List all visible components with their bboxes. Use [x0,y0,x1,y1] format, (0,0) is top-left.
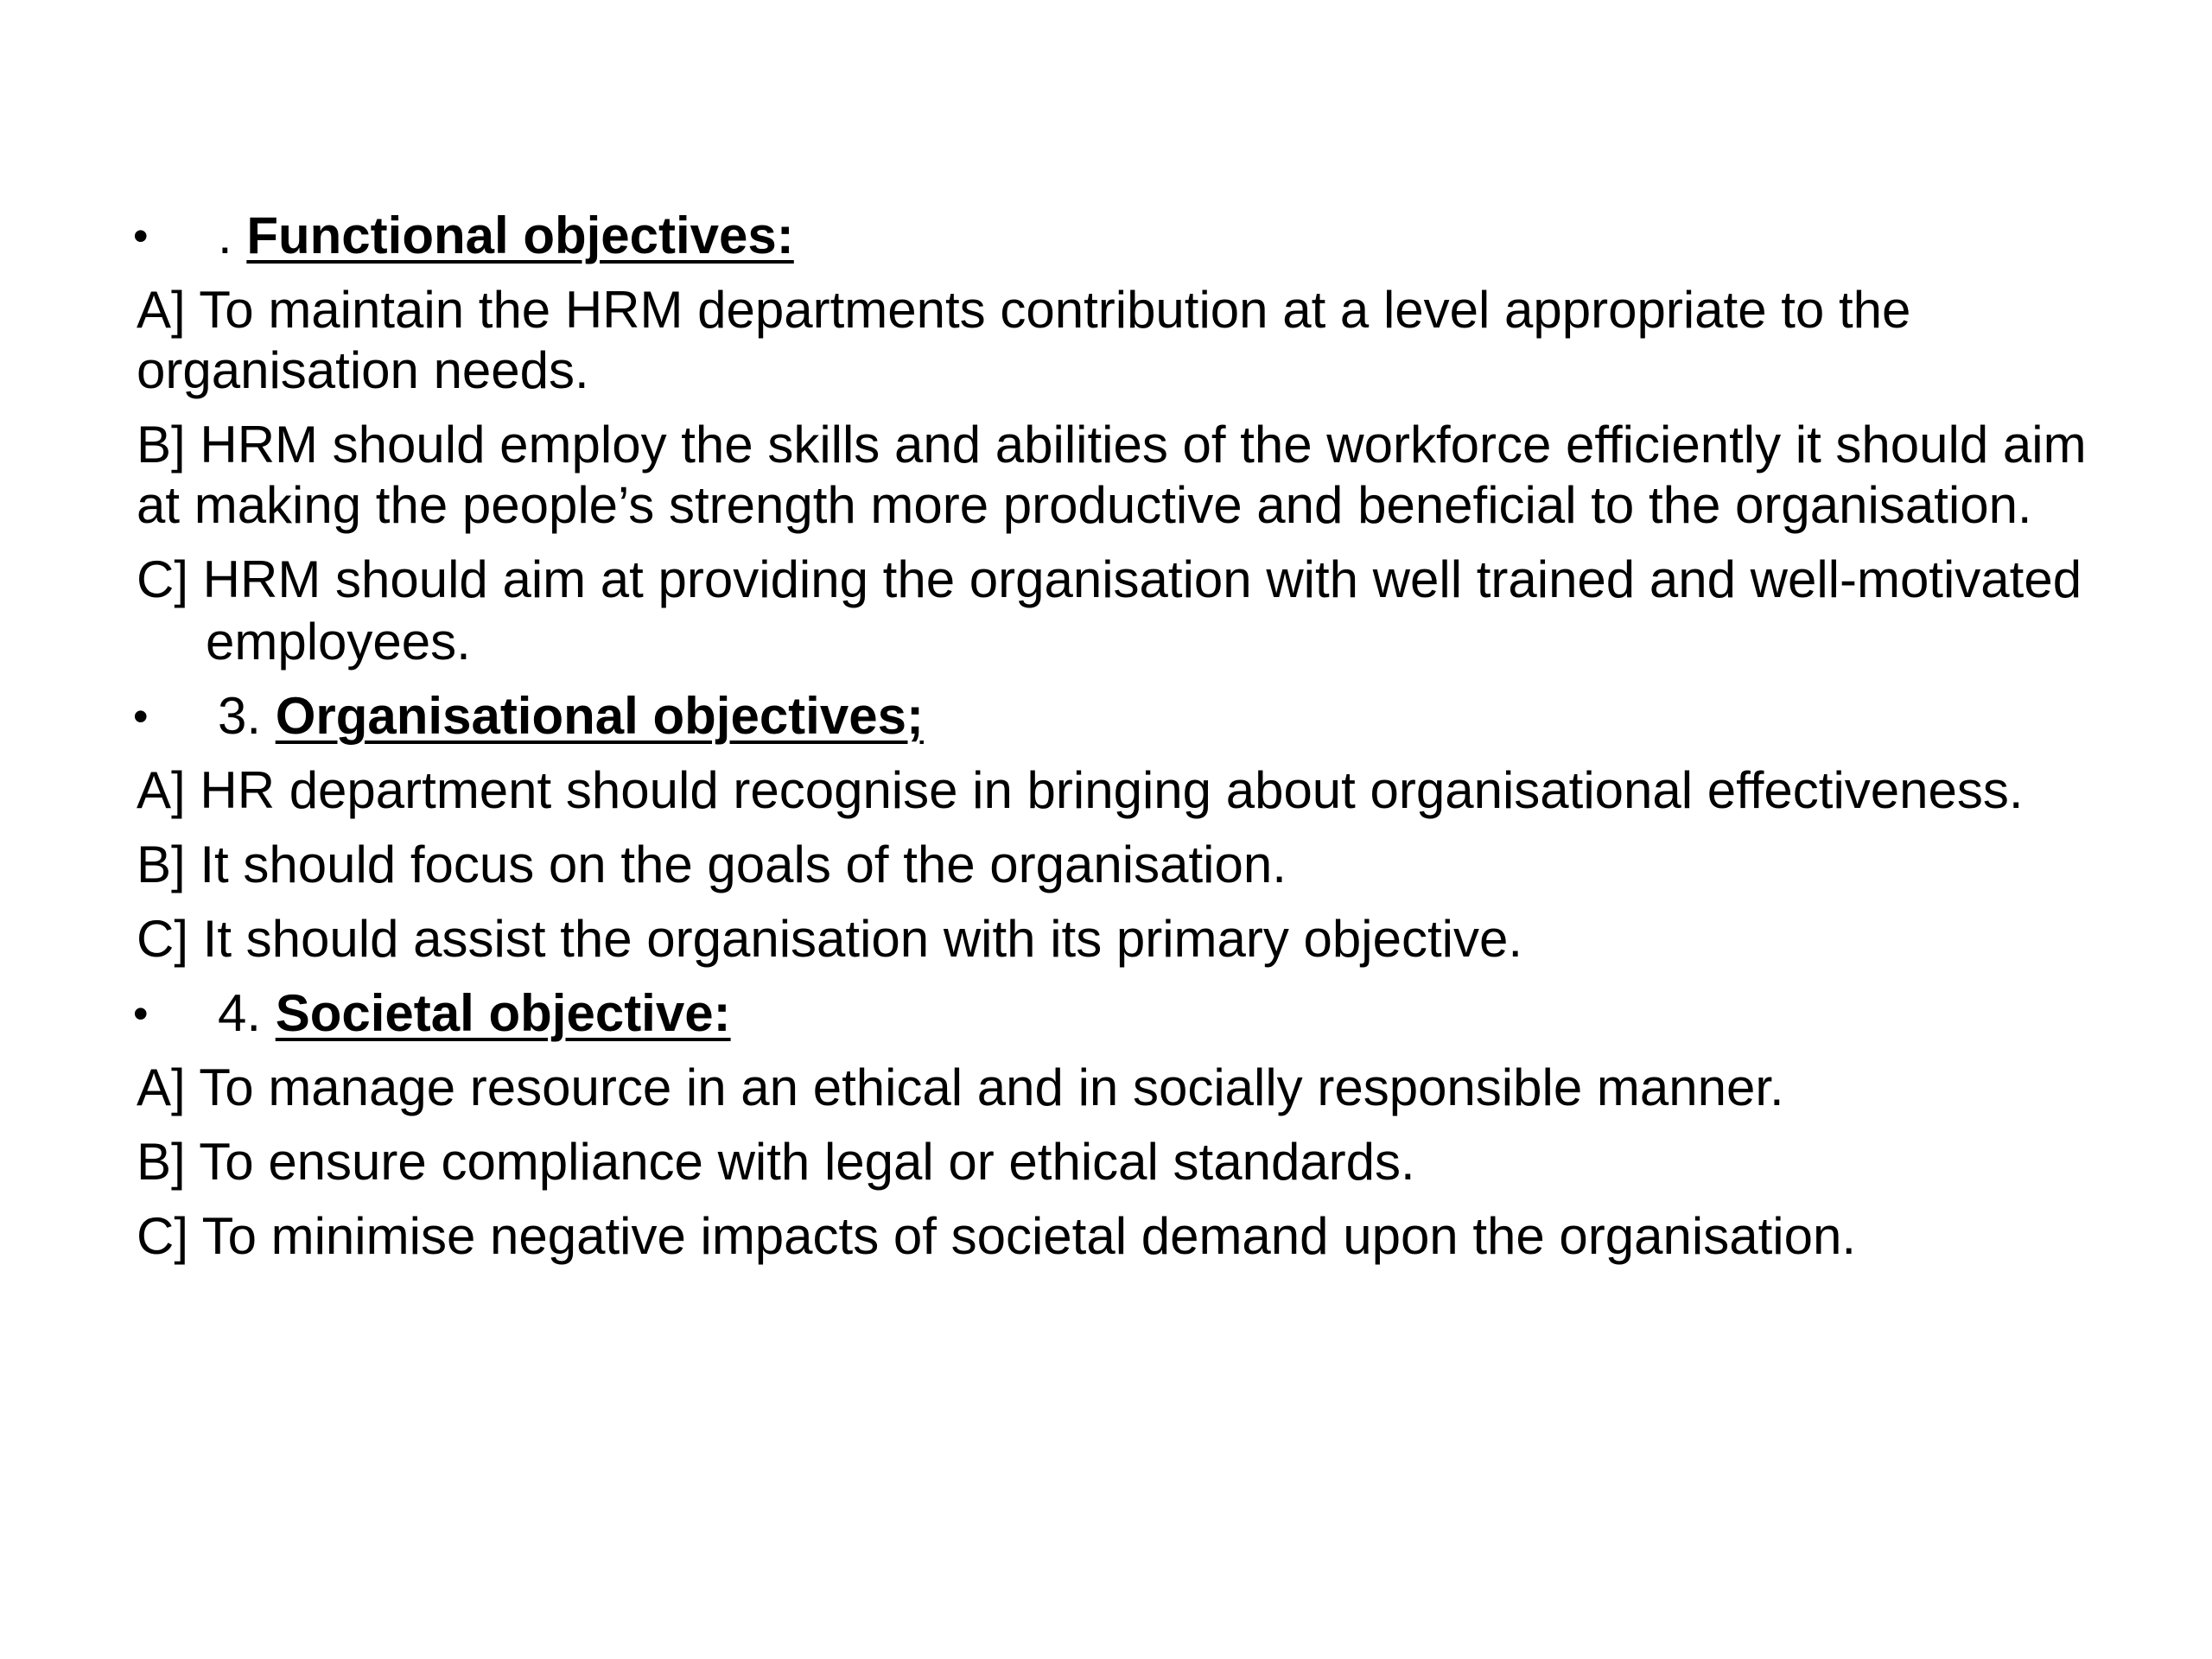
objective-item: C] To minimise negative impacts of societal demand upon the organisation. [137,1207,1856,1265]
objective-item: A] To maintain the HRM departments contribution at a level appropriate to the organisation needs. [137,281,1911,399]
objective-item: B] It should focus on the goals of the organisation. [137,836,1287,893]
section-number: 3. [218,687,276,745]
bullet-icon: • [133,692,149,741]
objective-item: C] HRM should aim at providing the organisation with well trained and well-motivated [137,550,2082,608]
objective-item: B] HRM should employ the skills and abilities of the workforce efficiently it should aim at making the people’s strength more productive and beneficial to the organisation. [137,416,2087,534]
objective-item: B] To ensure compliance with legal or ethical standards. [137,1133,1415,1191]
bullet-icon: • [133,212,149,260]
bullet-icon: • [133,989,149,1038]
section-title: Organisational objectives; [275,687,924,745]
section-heading-organisational [133,686,2115,747]
slide-content [133,206,2115,1281]
section-number: 4. [218,984,276,1042]
section-heading-functional [133,206,2115,266]
objective-item: C] It should assist the organisation with its primary objective. [137,910,1523,968]
section-title: Functional objectives: [246,207,794,264]
objective-item: A] HR department should recognise in bringing about organisational effectiveness. [137,761,2024,819]
objective-item-continuation: employees. [206,613,471,671]
section-number: . [218,207,247,264]
section-title: Societal objective: [275,984,731,1042]
objective-item: A] To manage resource in an ethical and in socially responsible manner. [137,1058,1784,1116]
section-heading-societal [133,983,2115,1044]
